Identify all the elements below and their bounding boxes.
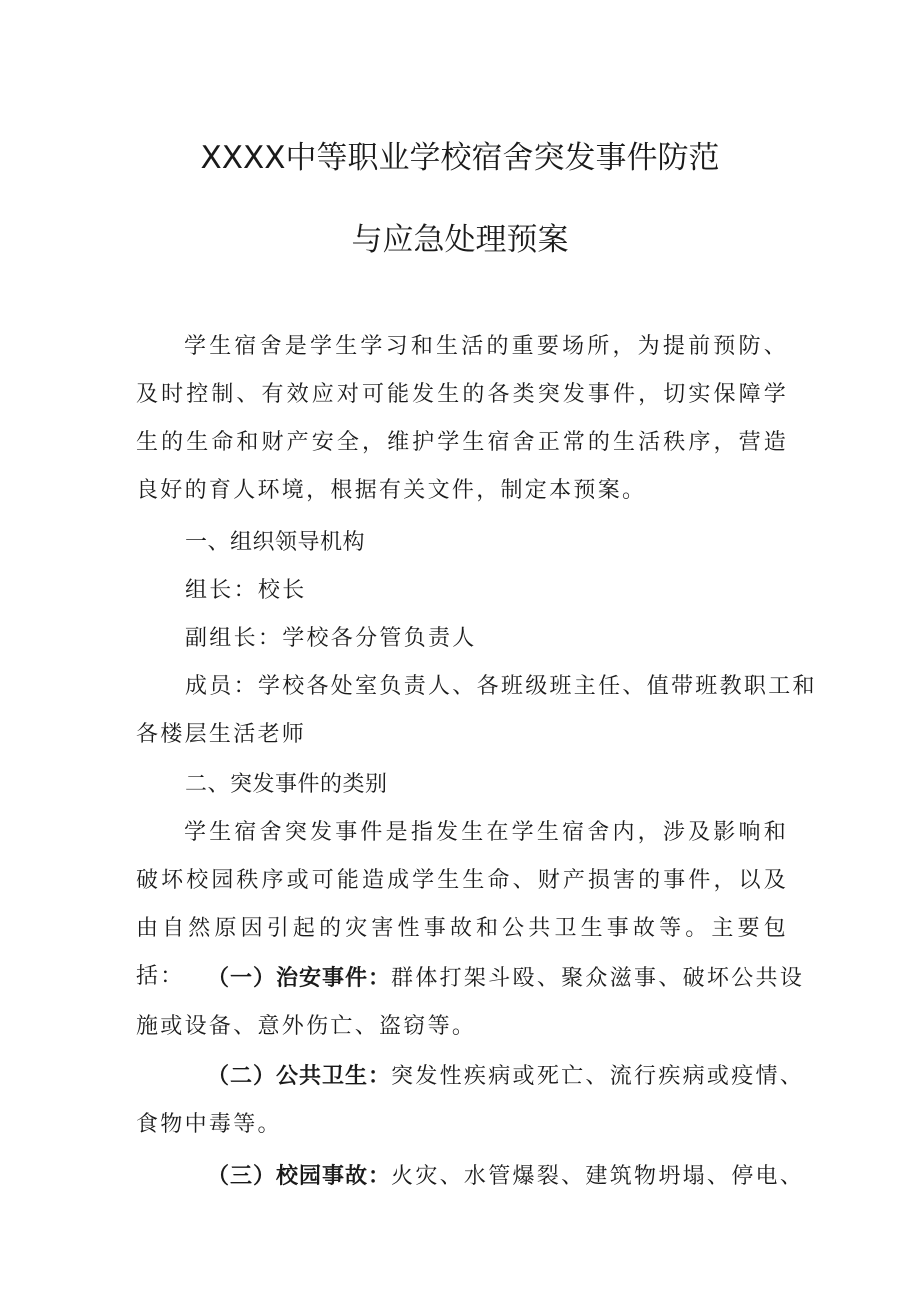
item-3-line-1 bbox=[207, 1153, 804, 1201]
intro-paragraph: 学生宿舍是学生学习和生活的重要场所，为提前预防、及时控制、有效应对可能发生的各类突发事件，切实保障学生的生命和财产安全，维护学生宿舍正常的生活秩序，营造良好的育人环境，根据有关文件，制定本预案。 bbox=[136, 334, 788, 503]
item-2-label: （二）公共卫生： bbox=[207, 1064, 392, 1089]
leader-line: 组长：校长 bbox=[185, 578, 307, 603]
item-1-line-1 bbox=[207, 955, 804, 1003]
item-2-text: 突发性疾病或死亡、流行疾病或疫情、 bbox=[391, 1064, 805, 1089]
section-2-heading: 二、突发事件的类别 bbox=[185, 772, 388, 797]
item-3-label: （三）校园事故： bbox=[207, 1164, 392, 1189]
item-1-label: （一）治安事件： bbox=[207, 966, 392, 991]
item-2-line-2: 食物中毒等。 bbox=[136, 1112, 282, 1137]
members-line-2: 各楼层生活老师 bbox=[136, 722, 307, 747]
item-1-text: 群体打架斗殴、聚众滋事、破坏公共设 bbox=[391, 966, 805, 991]
item-1-line-2: 施或设备、意外伤亡、盗窃等。 bbox=[136, 1014, 477, 1039]
section-1-heading: 一、组织领导机构 bbox=[185, 530, 366, 555]
deputy-leader-line: 副组长：学校各分管负责人 bbox=[185, 626, 477, 651]
section-2-intro-paragraph: 学生宿舍突发事件是指发生在学生宿舍内，涉及影响和破坏校园秩序或可能造成学生生命、财产损害的事件，以及由自然原因引起的灾害性事故和公共卫生事故等。主要包括： bbox=[136, 820, 788, 989]
item-2-line-1 bbox=[207, 1053, 804, 1101]
document-title-line-2: 与应急处理预案 bbox=[351, 222, 569, 258]
item-3-text: 火灾、水管爆裂、建筑物坍塌、停电、 bbox=[391, 1164, 805, 1189]
document-title-line-1: XXXX中等职业学校宿舍突发事件防范 bbox=[200, 140, 720, 176]
members-line-1: 成员：学校各处室负责人、各班级班主任、值带班教职工和 bbox=[185, 674, 817, 699]
